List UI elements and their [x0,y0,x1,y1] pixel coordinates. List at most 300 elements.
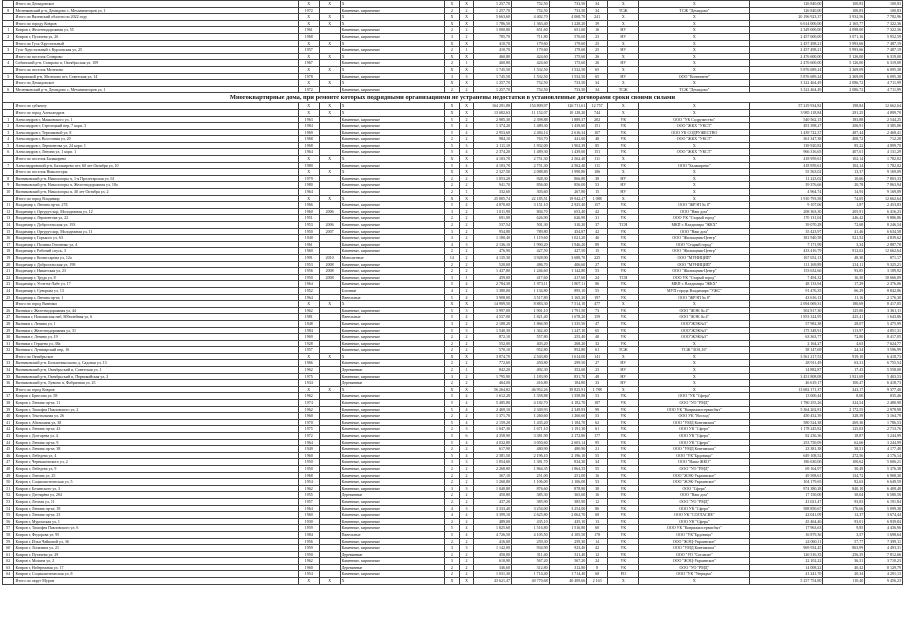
table-cell: 20,78 [823,182,865,189]
table-cell: 6 649,59 [865,479,903,486]
table-cell: 22 102,22 [750,558,823,565]
table-cell: 1950 [298,274,319,281]
table-cell: X [298,301,319,308]
table-cell: 11 [3,202,14,209]
table-cell: X [639,195,750,202]
table-cell: 3 985 118,84 [750,109,823,116]
table-cell: УК [608,228,639,235]
table-cell: 4 964,74 [750,189,823,196]
table-cell: Каменные, кирпичные [340,261,445,268]
table-cell [319,215,340,222]
table-cell: X [608,53,639,60]
table-cell: УК [608,558,639,565]
table-cell: 567,20 [511,558,549,565]
table-cell: X [608,386,639,393]
table-row [3,334,903,341]
table-cell: 8,06 [823,393,865,400]
table-cell: 1 381,70 [511,459,549,466]
table-cell: 139 920,82 [750,142,823,149]
table-cell: 2 953,60 [474,129,512,136]
table-cell: 1984 [298,327,319,334]
table-cell: УК [608,149,639,156]
table-cell: Каменные, кирпичные [340,465,445,472]
table-cell: 4 [445,512,460,519]
table-cell: 1 786,50 [474,20,512,27]
table-row [3,189,903,196]
table-cell: 1 [459,367,474,374]
subtotal-row [3,14,903,21]
table-cell: 324,54 [823,400,865,407]
table-row [3,116,903,123]
table-cell: Блочные [340,287,445,294]
table-cell: 1 489,30 [511,123,549,130]
table-cell: 3 151,10 [511,202,549,209]
table-cell: 3 254,00 [511,505,549,512]
table-cell: 178 [587,531,608,538]
table-cell: 895,10 [549,287,587,294]
table-cell: Ковров г, Ленина пр-кт, 11 [14,400,298,407]
table-cell: 14 882,87 [750,367,823,374]
table-cell: 2 172,80 [549,433,587,440]
table-cell: 56 264,82 [474,386,512,393]
table-cell: 5 [3,73,14,80]
table-row [3,182,903,189]
table-cell: 40 409,66 [549,578,587,585]
table-cell: 113,97 [823,327,865,334]
table-cell: 1 260,80 [474,479,512,486]
table-cell: 952,80 [549,347,587,354]
table-cell: 3 [445,274,460,281]
table-cell: X [298,1,319,8]
table-cell: X [459,14,474,21]
table-cell: 12 662,64 [865,103,903,110]
table-cell: 831,70 [549,373,587,380]
table-cell: 1 489,30 [511,149,549,156]
table-cell: 2 [459,7,474,14]
table-cell: 5 993,66 [823,47,865,54]
table-cell: X [445,103,460,110]
table-cell: Деревянные [340,492,445,499]
table-cell [319,360,340,367]
table-cell: 1 439 722,37 [750,129,823,136]
table-cell: 31 [3,340,14,347]
table-cell: 2 349 000,00 [750,27,823,34]
table-cell: 151 [587,149,608,156]
table-cell: 3 [459,505,474,512]
table-cell: 417,60 [549,274,587,281]
table-cell: 34 [587,7,608,14]
table-cell: 12,37 [823,512,865,519]
table-cell: Ковров г, Ленина пр-кт, 23 [14,512,298,519]
table-cell: 17 963,63 [750,525,823,532]
table-cell: 59 [3,538,14,545]
table-cell: 3,57 [823,531,865,538]
table-cell [3,169,14,176]
table-cell: 1991 [298,254,319,261]
table-cell: 4 [459,294,474,301]
table-cell: 2 [445,571,460,578]
table-cell: 1 142,00 [474,545,512,552]
table-cell: ООО УК "Сфера" [639,505,750,512]
table-cell: 406,60 [549,261,587,268]
table-cell: 1964 [298,149,319,156]
table-cell: 95 [587,439,608,446]
table-cell: 4 [3,136,14,143]
table-cell: 6 319,00 [865,53,903,60]
table-cell: ООО "ЖРЭП № 8" [639,294,750,301]
table-cell: 6 614 000,00 [750,20,823,27]
table-cell: 1 184,70 [549,419,587,426]
table-cell: 3 [445,558,460,565]
table-cell: 3 997,00 [474,307,512,314]
table-cell: 2 [445,367,460,374]
table-cell: 4 182,70 [511,400,549,407]
table-cell: X [445,301,460,308]
table-cell [319,294,340,301]
table-cell: 3 596,99 [865,347,903,354]
table-cell: Каменные, кирпичные [340,393,445,400]
table-cell: 491 398,27 [750,123,823,130]
table-cell: 3 928,90 [511,254,549,261]
table-cell: 2 [459,373,474,380]
table-cell: 4 726,50 [474,531,512,538]
table-cell: 2 [445,551,460,558]
table-cell: НУ [608,175,639,182]
table-cell: 651,60 [511,27,549,34]
table-cell: 86 [587,505,608,512]
table-cell: X [445,386,460,393]
table-row [3,551,903,558]
table-cell: X [298,40,319,47]
table-cell: 5 [445,307,460,314]
table-cell: 1 228,20 [549,20,587,27]
table-cell [319,347,340,354]
table-cell: 5 [445,406,460,413]
table-cell: 744 [587,109,608,116]
table-cell: 4 291,13 [865,571,903,578]
table-cell: 552,00 [474,340,512,347]
table-cell: X [639,386,750,393]
table-cell: Деревянные [340,380,445,387]
table-cell: 1964 [298,439,319,446]
table-cell: 2 [459,498,474,505]
table-cell: 1 866,90 [511,320,549,327]
subtotal-row [3,301,903,308]
table-cell: НУ [608,189,639,196]
table-cell: УК [608,531,639,538]
table-cell: Каменные, кирпичные [340,373,445,380]
table-cell: 35 [3,373,14,380]
table-cell: 6 634,58 [865,228,903,235]
table-cell: 576,60 [549,33,587,40]
table-cell [3,386,14,393]
table-cell: 4 135,30 [474,254,512,261]
table-cell: Ковров г, Железнодорожная ул, 55 [14,27,298,34]
table-cell: 2 751,30 [511,156,549,163]
table-cell: X [445,156,460,163]
table-cell: Итого по Гусь-Хрустальный [14,40,298,47]
table-cell: НУ [608,380,639,387]
table-cell: 4 068,70 [549,14,587,21]
table-cell: 1955 [298,492,319,499]
subtotal-row [3,80,903,87]
table-cell: 952,80 [511,347,549,354]
table-cell: Владимир г, Труда ул, 8 [14,274,298,281]
table-cell: Александров г, Лермонтова ул, 24 корп. 1 [14,142,298,149]
table-cell: 7 [3,162,14,169]
table-cell: 3 [445,73,460,80]
table-cell: 11 223,02 [750,175,823,182]
table-cell [319,86,340,93]
table-cell: 13 682 171,37 [750,386,823,393]
table-cell: 176,66 [823,505,865,512]
table-cell: 1 260,60 [549,413,587,420]
table-cell: Ковров г, Социалистическая ул, 5 [14,479,298,486]
table-cell: 60 [587,525,608,532]
table-cell: 1966 [298,202,319,209]
table-cell: 2 [459,182,474,189]
table-cell: 253 750,09 [750,439,823,446]
table-cell: 28,07 [823,320,865,327]
table-cell: 17 150,00 [750,492,823,499]
table-cell [319,512,340,519]
table-cell: 1 821,40 [511,314,549,321]
table-cell: X [445,20,460,27]
table-cell: 4 177,40 [865,446,903,453]
table-cell: X [459,1,474,8]
table-cell: 3 [445,208,460,215]
table-cell: 460,80 [474,60,512,67]
table-cell: 9 325,21 [865,261,903,268]
table-row [3,175,903,182]
table-cell: 6 418,73 [865,353,903,360]
table-cell: ООО "ЖКХ "УКСТ" [639,149,750,156]
table-cell: 480,90 [511,446,549,453]
table-cell: X [298,386,319,393]
table-cell: 2 [445,498,460,505]
table-cell: 7 171,99 [750,241,823,248]
table-cell: 2 376,06 [865,281,903,288]
table-cell: Каменные, кирпичные [340,281,445,288]
table-cell: Александров г, Маяковского ул, 1 [14,116,298,123]
table-cell: 626,90 [549,215,587,222]
table-cell: ООО "Континент" [639,73,750,80]
table-cell: Ковровский р-н, Мелехово пгт, Советская ул, 14 [14,73,298,80]
table-cell: 23 [587,367,608,374]
table-cell: 7 322,36 [865,20,903,27]
table-cell: Каменные, кирпичные [340,73,445,80]
table-cell: 29 [3,327,14,334]
table-cell: 1 864,35 [511,465,549,472]
table-cell: 18,87 [823,433,865,440]
table-cell: 1972 [298,7,319,14]
table-cell: 89 [587,241,608,248]
table-cell: 53 [587,182,608,189]
table-cell: ТСН [608,222,639,229]
table-cell: 68 [587,512,608,519]
table-cell: 72,80 [823,334,865,341]
table-cell: 763,70 [511,136,549,143]
table-cell: 53 [3,498,14,505]
table-cell: X [298,66,319,73]
table-cell: 164 291,88 [474,103,512,110]
table-cell: 1 257,70 [474,80,512,87]
table-cell: 16 [3,235,14,242]
table-cell: 2 887,70 [865,241,903,248]
table-cell: 5 126,00 [823,53,865,60]
table-cell [319,287,340,294]
table-cell: 5 403,53 [865,373,903,380]
table-cell: 55 [3,512,14,519]
table-cell [319,525,340,532]
table-row [3,149,903,156]
table-cell: 4 [459,162,474,169]
table-row [3,248,903,255]
table-cell: 23 381,38 [750,446,823,453]
table-cell: 1964 [298,189,319,196]
table-cell [319,446,340,453]
table-cell: 104 179,65 [750,479,823,486]
table-cell: 2 [459,254,474,261]
table-cell: Вязники г, Ленина ул, 19 [14,334,298,341]
table-row [3,281,903,288]
table-cell: 1 532,50 [549,73,587,80]
table-cell: 6 755,54 [865,360,903,367]
table-cell: 1975 [298,426,319,433]
table-cell: X [639,14,750,21]
table-cell: 20 196 923,37 [750,14,823,21]
table-cell: 454,87 [549,228,587,235]
table-cell: Владимир г, Горького ул, 63 [14,235,298,242]
table-cell [319,235,340,242]
table-cell: 5 364 202,81 [750,406,823,413]
table-cell: 5 [445,452,460,459]
table-cell: ООО "Наш дом" [639,228,750,235]
table-cell: 1984 [298,123,319,130]
table-cell: 2008 [319,268,340,275]
table-cell: 1 854,60 [474,459,512,466]
table-cell: Каменные, кирпичные [340,538,445,545]
table-cell: УК [608,564,639,571]
table-cell: Ковров г, Абельмана ул, 38 [14,419,298,426]
table-cell: УК [608,433,639,440]
table-cell [319,393,340,400]
table-cell: 2 062,70 [549,512,587,519]
table-cell: 4 [445,505,460,512]
table-row [3,367,903,374]
table-cell: X [319,80,340,87]
table-cell: 361 347,38 [750,136,823,143]
table-cell: 2 [445,27,460,34]
table-cell: 1950 [298,465,319,472]
table-cell: X [340,109,445,116]
table-cell: ООО "ЖЭЦ-Украинское" [639,558,750,565]
table-cell: 61 [587,347,608,354]
table-cell [319,492,340,499]
table-cell: X [340,169,445,176]
table-cell: 863,99 [823,545,865,552]
table-cell: X [459,109,474,116]
table-cell: X [639,33,750,40]
table-cell: 1 921,69 [823,373,865,380]
table-cell: 16 [587,472,608,479]
table-cell: 416,80 [511,380,549,387]
table-cell: 1962 [298,485,319,492]
table-row [3,564,903,571]
table-cell: X [639,103,750,110]
table-cell: 3 333,40 [474,505,512,512]
table-cell: 2 603,14 [549,439,587,446]
table-cell: 1954 [298,571,319,578]
table-cell: 1 439,60 [549,149,587,156]
table-cell: 1 380,00 [474,287,512,294]
table-cell: 6 416,23 [865,208,903,215]
table-cell: Каменные, кирпичные [340,222,445,229]
table-cell: 46 619,17 [750,380,823,387]
table-cell: ООО УК "Сфера" [639,518,750,525]
table-cell: 3 [445,33,460,40]
table-cell: 2 [445,334,460,341]
table-cell: 2 [445,472,460,479]
table-cell: 459,00 [474,274,512,281]
table-cell: 179,60 [549,47,587,54]
table-cell: X [340,53,445,60]
table-cell: НУ [608,27,639,34]
table-row [3,347,903,354]
table-cell: Ковров г, Набережная ул, 17 [14,564,298,571]
table-cell: 38 [3,400,14,407]
table-row [3,307,903,314]
table-cell: 856,00 [511,182,549,189]
table-row [3,268,903,275]
table-cell: Итого по субъекту [14,103,298,110]
table-cell: 1962 [298,406,319,413]
table-cell: 1968 [298,472,319,479]
table-cell: 752,50 [511,80,549,87]
table-cell: 246,42 [823,215,865,222]
subtotal-row [3,353,903,360]
table-cell: 4 402,70 [511,14,549,21]
table-cell: 1951 [298,215,319,222]
table-cell: 43 621,47 [474,578,512,585]
table-cell: 3 [445,228,460,235]
table-cell [319,136,340,143]
table-cell: 179,60 [511,47,549,54]
table-cell: ООО"ЖЭК№3" [639,327,750,334]
table-cell: Деревянные [340,367,445,374]
table-cell: 141 [587,353,608,360]
table-cell: 416,00 [474,538,512,545]
table-cell: 4 [459,400,474,407]
table-cell: 1 040,80 [474,485,512,492]
table-cell: 1948 [298,320,319,327]
table-cell: УК [608,287,639,294]
table-cell: НУ [608,367,639,374]
table-cell: 4 [445,287,460,294]
table-cell: Ковров г, Пугачева ул, 26 [14,33,298,40]
table-cell: 91 476,35 [750,287,823,294]
table-cell: 2 [445,47,460,54]
table-cell: X [459,53,474,60]
table-cell: 6 418,73 [865,380,903,387]
table-cell: 4 032,80 [474,439,512,446]
table-cell: 501,30 [511,222,549,229]
table-cell: 1953 [298,222,319,229]
table-cell: X [608,578,639,585]
table-cell: 2 159,20 [474,419,512,426]
table-row [3,439,903,446]
table-cell: 4 [459,452,474,459]
